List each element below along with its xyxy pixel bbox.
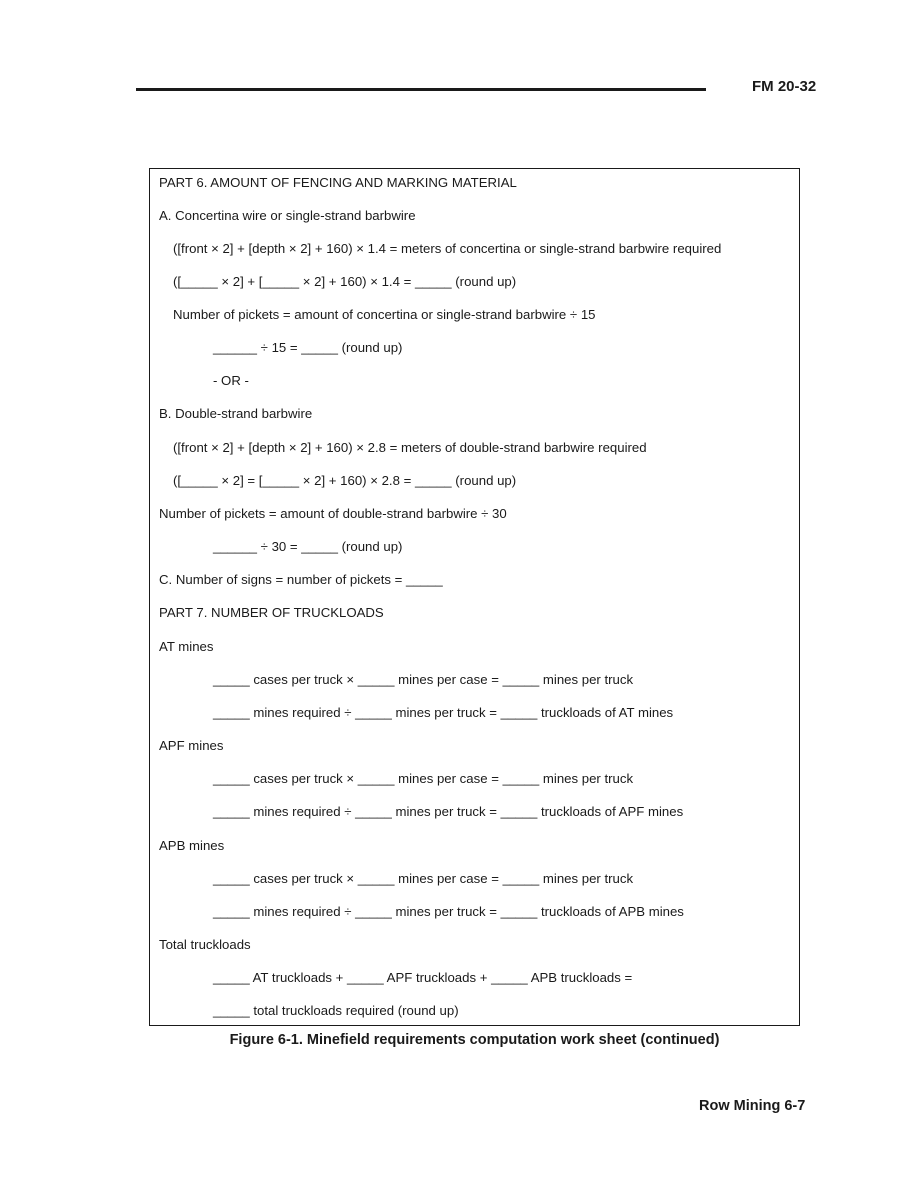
formula-line: ([front × 2] + [depth × 2] + 160) × 1.4 = meters of concertina or single-strand barbwire required — [173, 241, 722, 256]
figure-caption: Figure 6-1. Minefield requirements computation work sheet (continued) — [229, 1032, 720, 1048]
total-truckloads-heading: Total truckloads — [159, 937, 251, 952]
pickets-formula-line: Number of pickets = amount of concertina or single-strand barbwire ÷ 15 — [173, 307, 596, 322]
truckloads-line: _____ mines required ÷ _____ mines per truck = _____ truckloads of APF mines — [213, 804, 684, 819]
blank-formula-line: ([_____ × 2] + [_____ × 2] + 160) × 1.4 = _____ (round up) — [173, 274, 517, 289]
page-footer: Row Mining 6-7 — [699, 1098, 806, 1114]
blank-formula-line: ______ ÷ 30 = _____ (round up) — [213, 539, 403, 554]
total-required-line: _____ total truckloads required (round up) — [213, 1003, 459, 1018]
blank-formula-line: ______ ÷ 15 = _____ (round up) — [213, 340, 403, 355]
apf-mines-heading: APF mines — [159, 738, 224, 753]
doc-id: FM 20-32 — [752, 78, 817, 95]
mines-per-truck-line: _____ cases per truck × _____ mines per case = _____ mines per truck — [213, 871, 634, 886]
at-mines-heading: AT mines — [159, 639, 214, 654]
apb-mines-heading: APB mines — [159, 838, 225, 853]
section-b-heading: B. Double-strand barbwire — [159, 406, 313, 421]
worksheet-box — [149, 168, 800, 1026]
part-6-heading: PART 6. AMOUNT OF FENCING AND MARKING MATERIAL — [159, 175, 517, 190]
blank-formula-line: ([_____ × 2] = [_____ × 2] + 160) × 2.8 = _____ (round up) — [173, 473, 517, 488]
mines-per-truck-line: _____ cases per truck × _____ mines per case = _____ mines per truck — [213, 672, 634, 687]
pickets-formula-line: Number of pickets = amount of double-strand barbwire ÷ 30 — [159, 506, 507, 521]
header-rule — [136, 88, 706, 91]
or-divider: - OR - — [213, 373, 249, 388]
section-c-line: C. Number of signs = number of pickets = _____ — [159, 572, 443, 587]
formula-line: ([front × 2] + [depth × 2] + 160) × 2.8 = meters of double-strand barbwire required — [173, 440, 647, 455]
total-sum-line: _____ AT truckloads + _____ APF truckloads + _____ APB truckloads = — [213, 970, 633, 985]
section-a-heading: A. Concertina wire or single-strand barbwire — [159, 208, 416, 223]
truckloads-line: _____ mines required ÷ _____ mines per truck = _____ truckloads of APB mines — [213, 904, 684, 919]
part-7-heading: PART 7. NUMBER OF TRUCKLOADS — [159, 605, 384, 620]
truckloads-line: _____ mines required ÷ _____ mines per truck = _____ truckloads of AT mines — [213, 705, 674, 720]
mines-per-truck-line: _____ cases per truck × _____ mines per case = _____ mines per truck — [213, 771, 634, 786]
